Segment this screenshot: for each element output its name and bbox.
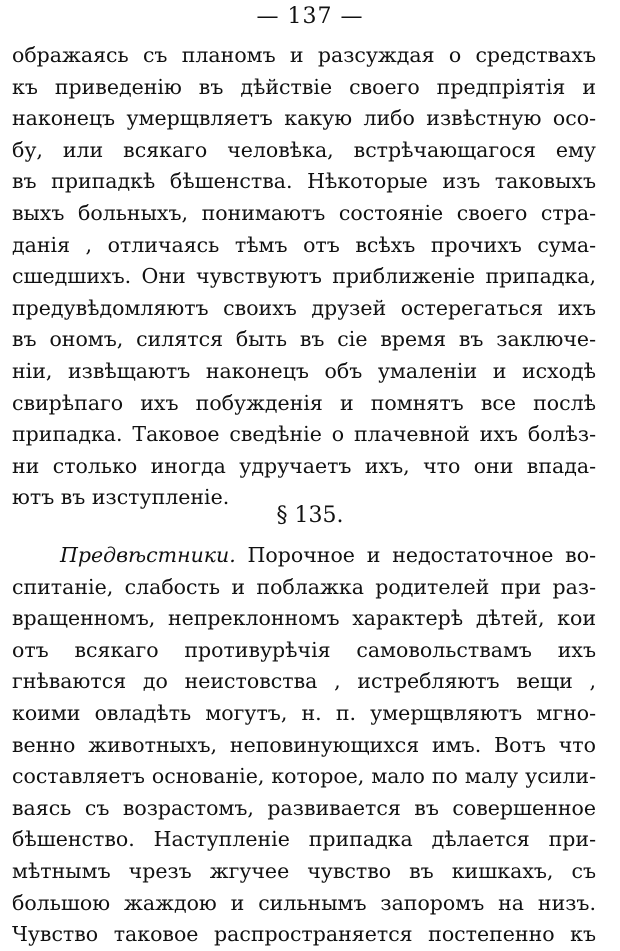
text-line: сшедшихъ. Они чувствуютъ приближеніе припадка, (12, 264, 596, 289)
text-line: гнѣваются до неистовства , истребляютъ вещи , (12, 669, 596, 694)
text-line: мѣтнымъ чрезъ жгучее чувство въ кишкахъ, съ (12, 858, 596, 883)
text-line: въ ономъ, силятся быть въ сіе время въ заключе- (12, 327, 596, 352)
text-line: вращенномъ, непреклонномъ характерѣ дѣтей, кои (12, 606, 596, 631)
text-line: ваясь съ возрастомъ, развивается въ совершенное (12, 795, 596, 820)
text-line: выхъ больныхъ, понимаютъ состояніе своего стра- (12, 200, 596, 225)
text-line: предувѣдомляютъ своихъ друзей остерегаться ихъ (12, 295, 596, 320)
text-line: коими овладѣть могутъ, н. п. умерщвляютъ мгно- (12, 700, 596, 725)
page-number: — 137 — (256, 4, 364, 29)
text-line: въ припадкѣ бѣшенства. Нѣкоторые изъ таковыхъ (12, 169, 596, 194)
text-line: Чувство таковое распространяется постепенно къ (12, 922, 596, 947)
text-line: венно животныхъ, неповинующихся имъ. Вотъ что (12, 732, 596, 757)
section-heading: § 135. (276, 503, 344, 528)
text-line: данія , отличаясь тѣмъ отъ всѣхъ прочихъ сума- (12, 232, 596, 257)
text-line: ніи, извѣщаютъ наконецъ объ умаленіи и исходѣ (12, 358, 596, 383)
text-line: составляетъ основаніе, которое, мало по малу усили- (12, 764, 596, 789)
text-line: наконецъ умерщвляетъ какую либо извѣстную осо- (12, 106, 596, 131)
text-line: отъ всякаго противурѣчія самовольствамъ ихъ (12, 637, 596, 662)
text-line (12, 540, 596, 572)
text-line: къ приведенію въ дѣйствіе своего предпріятія и (12, 74, 596, 99)
text-line: бу, или всякаго человѣка, встрѣчающагося ему (12, 137, 596, 162)
text-line: спитаніе, слабость и поблажка родителей при раз- (12, 574, 596, 599)
text-line: свирѣпаго ихъ побужденія и помнятъ все послѣ (12, 390, 596, 415)
text-line: бѣшенство. Наступленіе припадка дѣлается при- (12, 827, 596, 852)
paragraph-first-text: Порочное и недостаточное во- (235, 543, 596, 567)
text-line: ютъ въ изступленіе. (12, 485, 230, 510)
paragraph-lead: Предвѣстники. (60, 543, 236, 567)
text-line: большою жаждою и сильнымъ запоромъ на низъ. (12, 890, 596, 915)
paragraph-2 (12, 540, 596, 951)
text-line: ни столько иногда удручаетъ ихъ, что они впада- (12, 453, 596, 478)
paragraph-1 (12, 40, 596, 514)
text-line: припадка. Таковое сведѣніе о плачевной ихъ болѣз- (12, 422, 596, 447)
text-line: ображаясь съ планомъ и разсуждая о средствахъ (12, 43, 596, 67)
